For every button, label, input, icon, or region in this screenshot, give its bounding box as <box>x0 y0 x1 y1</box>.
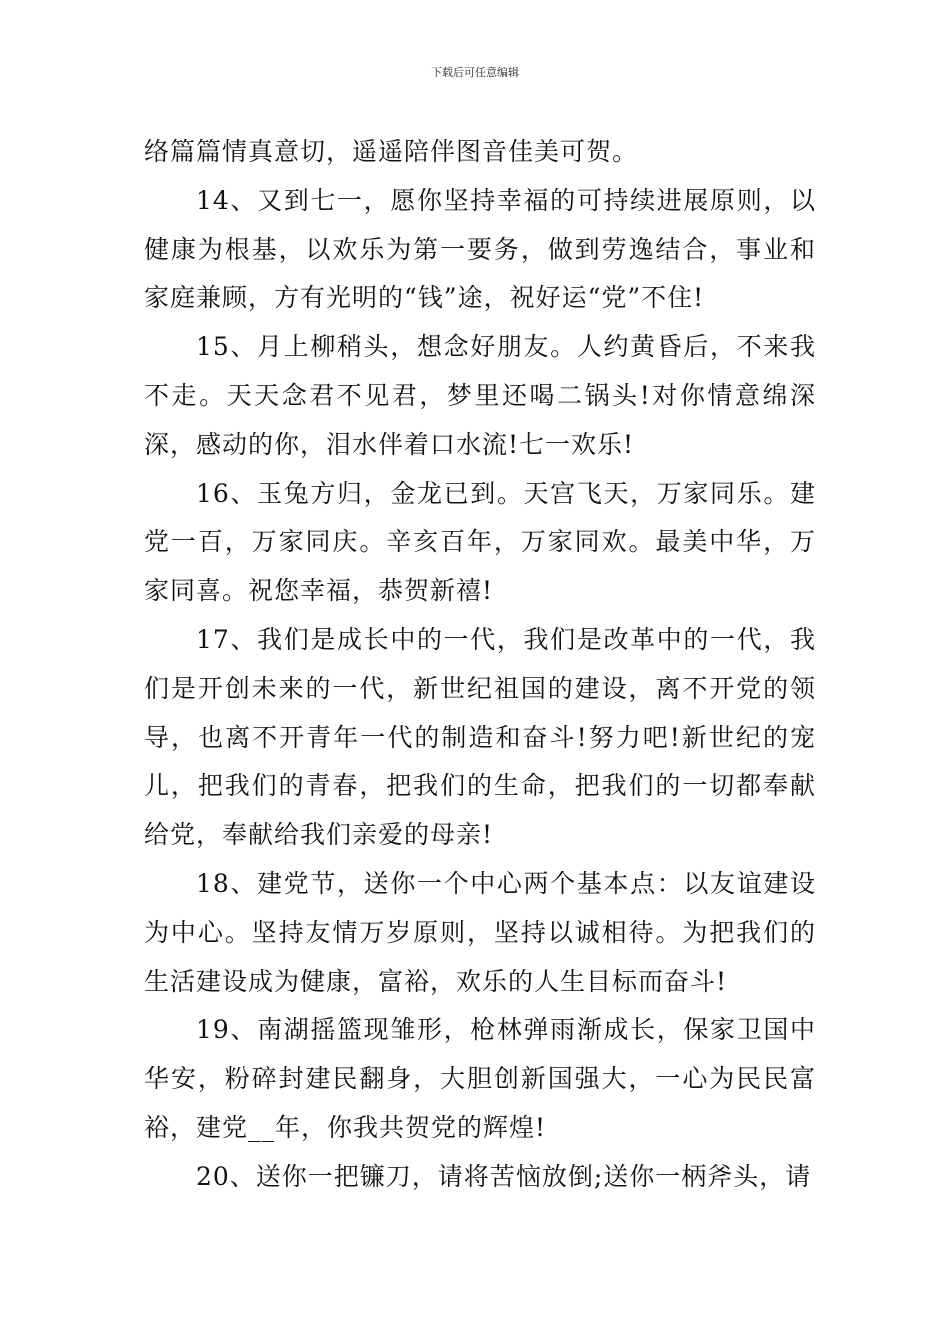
paragraph-20: 20、送你一把镰刀，请将苦恼放倒;送你一柄斧头，请 <box>196 1161 812 1191</box>
document-body <box>144 128 816 1202</box>
paragraph-17: 17、我们是成长中的一代，我们是改革中的一代，我们是开创未来的一代，新世纪祖国的建设，离不开党的领导，也离不开青年一代的制造和奋斗!努力吧!新世纪的宠儿，把我们的青春，把我们的生命，把我们的一切都奉献给党，奉献给我们亲爱的母亲! <box>144 624 816 850</box>
paragraph-14: 14、又到七一，愿你坚持幸福的可持续进展原则，以健康为根基，以欢乐为第一要务，做到劳逸结合，事业和家庭兼顾，方有光明的“钱”途，祝好运“党”不住! <box>144 185 816 313</box>
page-header-note: 下载后可任意编辑 <box>431 66 519 79</box>
paragraph-18: 18、建党节，送你一个中心两个基本点：以友谊建设为中心。坚持友情万岁原则，坚持以诚相待。为把我们的生活建设成为健康，富裕，欢乐的人生目标而奋斗! <box>144 868 816 996</box>
paragraph-19: 19、南湖摇篮现雏形，枪林弹雨渐成长，保家卫国中华安，粉碎封建民翻身，大胆创新国强大，一心为民民富裕，建党__年，你我共贺党的辉煌! <box>144 1015 816 1142</box>
paragraph-16: 16、玉兔方归，金龙已到。天宫飞天，万家同乐。建党一百，万家同庆。辛亥百年，万家同欢。最美中华，万家同喜。祝您幸福，恭贺新禧! <box>144 478 816 606</box>
paragraph-continuation: 络篇篇情真意切，遥遥陪伴图音佳美可贺。 <box>144 137 639 166</box>
paragraph-15: 15、月上柳稍头，想念好朋友。人约黄昏后，不来我不走。天天念君不见君，梦里还喝二锅头!对你情意绵深深，感动的你，泪水伴着口水流!七一欢乐! <box>144 332 816 459</box>
